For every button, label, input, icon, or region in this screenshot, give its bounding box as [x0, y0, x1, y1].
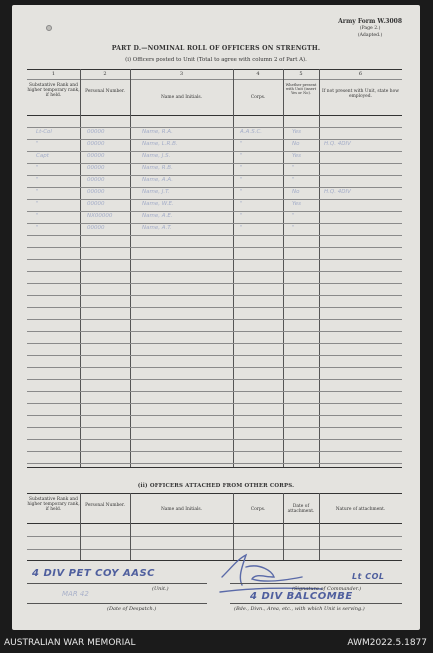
colnum-3: 3: [179, 71, 184, 77]
table1-number-rule: [27, 79, 402, 80]
ruled-line: [27, 439, 402, 440]
table1-bottom-rule: [27, 467, 402, 468]
unit-stamp: 4 DIV PET COY AASC: [32, 568, 155, 579]
table1-top-rule: [27, 69, 402, 70]
ruled-line: [27, 319, 402, 320]
footer-accession-number: AWM2022.5.1877: [347, 638, 427, 648]
handwritten-cell: Name, W.E.: [142, 201, 174, 207]
ruled-line: [27, 355, 402, 356]
ruled-line: [27, 139, 402, 140]
form-page-number: (Page 2.): [359, 26, 381, 31]
form-name: Army Form W.3008: [338, 18, 402, 25]
table2-top-rule: [27, 493, 402, 494]
location-caption: (Bde., Divn., Area, etc., with which Unit is serving.): [234, 606, 365, 612]
date-line: [27, 603, 207, 604]
colnum-2: 2: [103, 71, 107, 77]
handwritten-cell: Name, A.T.: [142, 225, 172, 231]
handwritten-cell: Name, J.S.: [142, 153, 171, 159]
handwritten-cell: No: [292, 189, 300, 195]
ruled-line: [27, 127, 402, 128]
punch-hole: [46, 25, 52, 31]
t2-header-date: Date of attachment.: [287, 504, 315, 515]
handwritten-cell: Name, J.T.: [142, 189, 170, 195]
handwritten-cell: 00000: [87, 201, 105, 207]
handwritten-cell: ": [240, 177, 243, 183]
handwritten-cell: 00000: [87, 141, 105, 147]
handwritten-cell: Capt: [36, 153, 49, 159]
handwritten-cell: ": [292, 165, 295, 171]
ruled-line: [27, 427, 402, 428]
despatch-date: MAR 42: [62, 590, 89, 598]
commander-line: [230, 583, 402, 584]
handwritten-cell: ": [240, 141, 243, 147]
handwritten-cell: No: [292, 141, 300, 147]
handwritten-cell: Yes: [292, 201, 302, 207]
handwritten-cell: ": [36, 141, 39, 147]
handwritten-cell: ": [240, 225, 243, 231]
part-d-subtitle: (i) Officers posted to Unit (Total to agree with column 2 of Part A).: [125, 57, 307, 63]
ruled-line: [27, 295, 402, 296]
location-line: [230, 603, 402, 604]
ruled-line: [27, 271, 402, 272]
handwritten-cell: ": [240, 189, 243, 195]
colnum-5: 5: [299, 71, 303, 77]
handwritten-cell: 00000: [87, 165, 105, 171]
ruled-line: [27, 379, 402, 380]
ruled-line: [27, 343, 402, 344]
table2-divider-1: [80, 493, 81, 560]
handwritten-cell: 00000: [87, 225, 105, 231]
table2-divider-2: [130, 493, 131, 560]
handwritten-cell: ": [240, 201, 243, 207]
ruled-line: [27, 151, 402, 152]
colnum-1: 1: [51, 71, 56, 77]
handwritten-cell: ": [240, 213, 243, 219]
header-corps: Corps.: [250, 95, 266, 100]
ruled-line: [27, 331, 402, 332]
ruled-line: [27, 415, 402, 416]
handwritten-cell: ": [36, 225, 39, 231]
handwritten-cell: 00000: [87, 153, 105, 159]
handwritten-cell: Name, A.A.: [142, 177, 173, 183]
handwritten-cell: A.A.S.C.: [240, 129, 263, 135]
handwritten-cell: Name, R.B.: [142, 165, 173, 171]
table2-header-rule: [27, 523, 402, 524]
form-number-block: [338, 18, 402, 39]
handwritten-cell: ": [292, 177, 295, 183]
part-d2-title: (ii) OFFICERS ATTACHED FROM OTHER CORPS.: [137, 483, 295, 489]
handwritten-cell: Lt-Col: [36, 129, 52, 135]
form-adapted-note: (Adapted.): [357, 33, 383, 38]
handwritten-cell: Name, R.A.: [142, 129, 173, 135]
header-employed: If not present with Unit, state how employed.: [322, 89, 399, 100]
ruled-line: [27, 259, 402, 260]
handwritten-cell: Name, L.R.B.: [142, 141, 178, 147]
handwritten-cell: ": [36, 201, 39, 207]
handwritten-cell: 00000: [87, 189, 105, 195]
header-name: Name and Initials.: [160, 95, 203, 100]
ruled-line: [27, 211, 402, 212]
handwritten-cell: 00000: [87, 177, 105, 183]
ruled-line: [27, 199, 402, 200]
table1-divider-3: [233, 69, 234, 467]
colnum-4: 4: [256, 71, 260, 77]
t2-header-rank: Substantive Rank and higher temporary rank, if held.: [27, 497, 80, 513]
ruled-line: [27, 175, 402, 176]
footer-credit: AUSTRALIAN WAR MEMORIAL: [4, 638, 136, 648]
ruled-line: [27, 391, 402, 392]
table1-divider-5: [319, 69, 320, 467]
table1-divider-1: [80, 69, 81, 467]
handwritten-cell: ": [36, 177, 39, 183]
handwritten-cell: Yes: [292, 153, 302, 159]
handwritten-cell: ": [36, 213, 39, 219]
table1-header-rule: [27, 115, 402, 116]
handwritten-cell: ": [292, 213, 295, 219]
ruled-line: [27, 247, 402, 248]
t2-header-nature: Nature of attachment.: [335, 507, 386, 512]
handwritten-cell: Yes: [292, 129, 302, 135]
colnum-6: 6: [358, 71, 363, 77]
ruled-line: [27, 163, 402, 164]
date-caption: (Date of Despatch.): [107, 606, 157, 612]
handwritten-cell: ": [36, 165, 39, 171]
handwritten-cell: ": [36, 189, 39, 195]
ruled-line: [27, 307, 402, 308]
handwritten-cell: NX00000: [87, 213, 113, 219]
header-rank: Substantive Rank and higher temporary rank, if held.: [27, 83, 80, 99]
handwritten-cell: ": [240, 165, 243, 171]
ruled-line: [27, 283, 402, 284]
table1-divider-2: [130, 69, 131, 467]
ruled-line: [27, 187, 402, 188]
handwritten-cell: Name, A.E.: [142, 213, 173, 219]
ruled-line: [27, 367, 402, 368]
form-page: [12, 5, 420, 630]
table1-divider-4: [283, 69, 284, 467]
ruled-line: [27, 223, 402, 224]
location-stamp: 4 DIV BALCOMBE: [250, 591, 353, 602]
t2-header-corps: Corps.: [250, 507, 266, 512]
handwritten-cell: H.Q. 4DIV: [324, 141, 351, 147]
ruled-line: [27, 451, 402, 452]
ruled-line: [27, 403, 402, 404]
unit-caption: (Unit.): [152, 586, 169, 592]
unit-line: [27, 583, 207, 584]
t2-header-name: Name and Initials.: [160, 507, 203, 512]
t2-header-personal-number: Personal Number.: [85, 503, 125, 508]
handwritten-cell: H.Q. 4DIV: [324, 189, 351, 195]
ruled-line: [27, 463, 402, 464]
commander-caption: (Signature of Commander.): [292, 586, 362, 592]
handwritten-cell: ": [292, 225, 295, 231]
rank-stamp: Lt COL: [352, 572, 385, 581]
header-personal-number: Personal Number.: [85, 89, 125, 94]
handwritten-cell: ": [240, 153, 243, 159]
handwritten-cell: 00000: [87, 129, 105, 135]
header-present: Whether present with Unit (insert Yes or No).: [285, 83, 317, 96]
part-d-title: PART D.—NOMINAL ROLL OF OFFICERS ON STRENGTH.: [111, 45, 321, 52]
ruled-line: [27, 235, 402, 236]
